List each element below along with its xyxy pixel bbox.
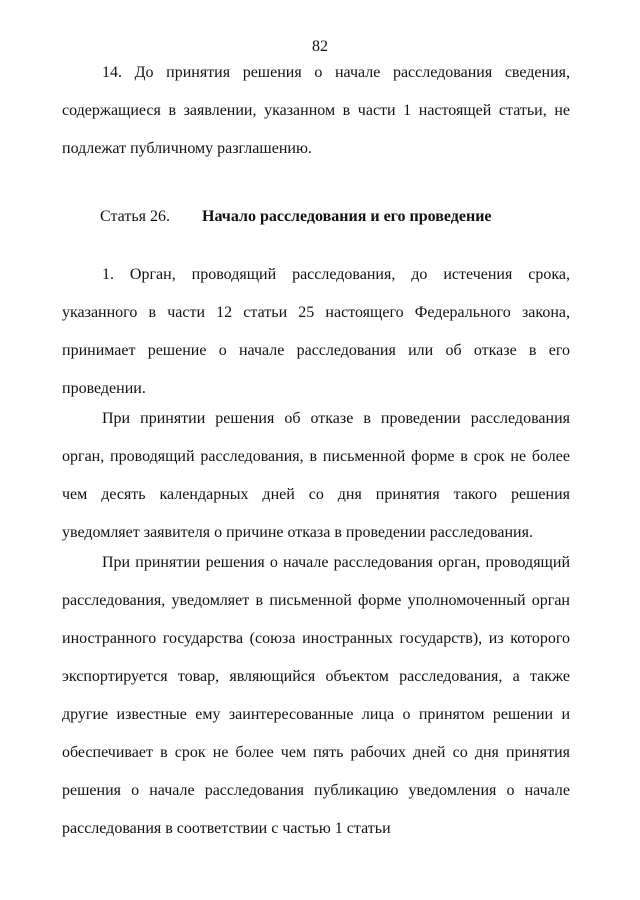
paragraph-refusal <box>62 400 570 552</box>
paragraph-start <box>62 544 570 848</box>
paragraph-refusal-text: При принятии решения об отказе в проведении расследования орган, проводящий расследования, в письменной форме в срок не более чем десять календарных дней со дня принятия такого решения уведомляет заявителя о причине отказа в проведении расследования. <box>62 410 570 541</box>
article-title: Начало расследования и его проведение <box>202 208 492 225</box>
paragraph-1 <box>62 256 570 408</box>
page-number: 82 <box>312 38 328 55</box>
paragraph-14 <box>62 54 570 168</box>
paragraph-start-text: При принятии решения о начале расследования орган, проводящий расследования, уведомляет в письменной форме уполномоченный орган иностранного государства (союза иностранных государств), из которого экспортируется товар, являющийся объектом расследования, а также другие известные ему заинтересованные лица о принятом решении и обеспечивает в срок не более чем пять рабочих дней со дня принятия решения о начале расследования публикацию уведомления о начале расследования в соответствии с частью 1 статьи <box>62 554 570 837</box>
paragraph-14-text: 14. До принятия решения о начале расследования сведения, содержащиеся в заявлении, указанном в части 1 настоящей статьи, не подлежат публичному разглашению. <box>62 64 570 157</box>
article-heading <box>100 206 492 228</box>
paragraph-1-text: 1. Орган, проводящий расследования, до истечения срока, указанного в части 12 статьи 25 настоящего Федерального закона, принимает решение о начале расследования или об отказе в его проведении. <box>62 266 570 397</box>
article-number: Статья 26. <box>100 208 170 225</box>
